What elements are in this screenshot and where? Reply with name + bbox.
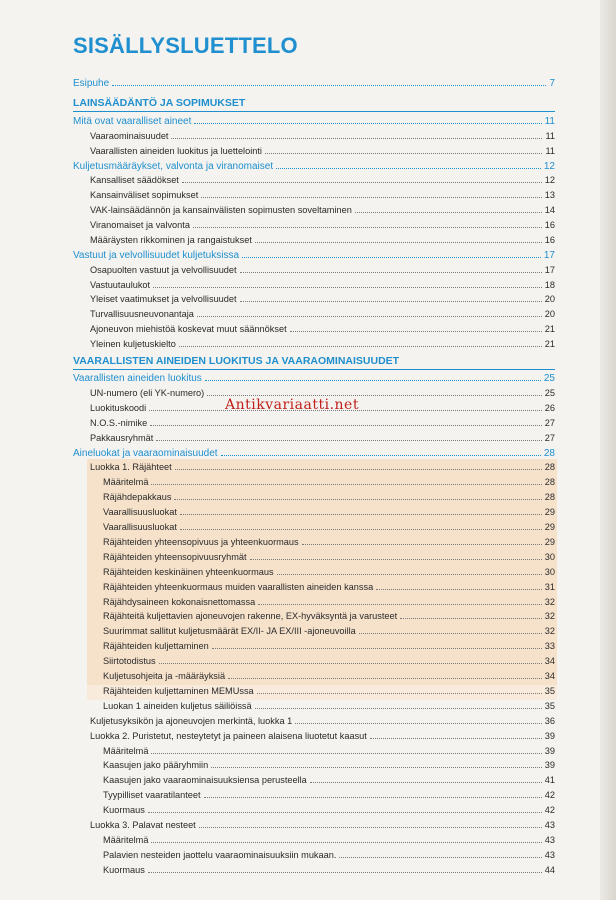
toc-entry-label: Yleinen kuljetuskielto: [90, 339, 176, 350]
toc-entry-label: Tyypilliset vaaratilanteet: [103, 790, 201, 801]
watermark-text: Antikvariaatti.net: [225, 397, 359, 413]
toc-entry-page: 32: [544, 626, 555, 637]
toc-entry-page: 43: [544, 820, 555, 830]
toc-entry: [73, 505, 555, 519]
toc-entry-page: 29: [544, 522, 555, 532]
dot-leader: [151, 475, 541, 485]
toc-entry: [73, 188, 555, 202]
toc-entry-page: 39: [544, 760, 555, 771]
toc-entry-label: Vaaraominaisuudet: [90, 130, 169, 141]
dot-leader: [171, 129, 542, 139]
toc-entry-label: Esipuhe: [73, 78, 110, 89]
toc-entry-page: 26: [544, 402, 555, 413]
dot-leader: [193, 218, 542, 228]
toc-entry: [73, 595, 555, 609]
toc-entry-page: 34: [544, 656, 555, 667]
toc-entry: [73, 129, 555, 143]
toc-entry-label: Kaasujen jako vaaraominaisuuksiensa perusteella: [103, 775, 307, 786]
dot-leader: [207, 386, 542, 396]
dot-leader: [355, 203, 542, 213]
toc-entry-page: 27: [544, 432, 555, 443]
section-heading-rule: [73, 369, 555, 370]
dot-leader: [310, 773, 542, 783]
toc-entry-page: 20: [544, 309, 555, 320]
toc-entry: [73, 848, 555, 862]
toc-entry-page: 21: [544, 339, 555, 350]
toc-entry-page: 43: [544, 834, 555, 845]
toc-entry: [73, 729, 555, 743]
toc-entry: [73, 416, 555, 430]
toc-entry-label: Määritelmä: [103, 745, 149, 756]
dot-leader: [339, 848, 541, 858]
toc-entry-page: 25: [543, 373, 555, 384]
toc-entry-label: Luokan 1 aineiden kuljetus säiliöissä: [103, 700, 252, 711]
toc-entry-label: Luokituskoodi: [90, 402, 147, 413]
toc-entry: [73, 218, 555, 232]
dot-leader: [212, 639, 542, 649]
toc-entry-label: Kansalliset säädökset: [90, 175, 179, 186]
toc-entry-page: 30: [544, 551, 555, 562]
toc-entry-label: Osapuolten vastuut ja velvollisuudet: [90, 264, 237, 275]
toc-entry: [73, 624, 555, 638]
dot-leader: [156, 431, 541, 441]
dot-leader: [153, 278, 542, 288]
toc-entry: [73, 565, 555, 579]
toc-entry: [73, 654, 555, 668]
toc-entry-label: Kuormaus: [103, 864, 145, 875]
toc-entry: [73, 263, 555, 277]
toc-entry-label: Aineluokat ja vaaraominaisuudet: [73, 447, 218, 459]
toc-entry-page: 7: [549, 78, 555, 89]
dot-leader: [277, 565, 542, 575]
toc-entry-page: 20: [544, 294, 555, 305]
toc-entry: [73, 684, 555, 698]
toc-entry: [73, 292, 555, 306]
toc-entry-label: Vaarallisten aineiden luokitus: [73, 373, 202, 384]
toc-entry-label: VAK-lainsäädännön ja kansainvälisten sopimusten soveltaminen: [90, 205, 352, 216]
toc-entry: [73, 248, 555, 262]
toc-entry-page: 39: [544, 745, 555, 756]
toc-entry-page: 11: [545, 145, 555, 156]
toc-entry: [73, 233, 555, 247]
toc-entry-label: Viranomaiset ja valvonta: [90, 220, 190, 231]
dot-leader: [255, 233, 542, 243]
toc-entry: [73, 803, 555, 817]
toc-entry-label: Räjähteiden yhteenkuormaus muiden vaarallisten aineiden kanssa: [103, 581, 374, 592]
toc-entry-label: Vastuutaulukot: [90, 279, 151, 290]
toc-entry-label: Vaarallisuusluokat: [103, 522, 177, 532]
toc-entry-label: Suurimmat sallitut kuljetusmäärät EX/II- JA EX/III -ajoneuvoilla: [103, 626, 356, 637]
dot-leader: [255, 699, 542, 709]
dot-leader: [240, 263, 542, 273]
toc-entry-page: 35: [544, 685, 555, 696]
dot-leader: [201, 188, 542, 198]
toc-entry-label: Yleiset vaatimukset ja velvollisuudet: [90, 294, 237, 305]
toc-entry-page: 18: [544, 279, 555, 290]
toc-entry: [73, 337, 555, 351]
dot-leader: [197, 307, 542, 317]
toc-entry: [73, 371, 555, 385]
toc-entry: [73, 535, 555, 549]
toc-entry-page: 32: [544, 611, 555, 622]
toc-entry-label: Määritelmä: [103, 477, 149, 488]
toc-entry: [73, 278, 555, 292]
toc-entry-label: Räjähteiden kuljettaminen: [103, 641, 209, 652]
toc-entry: [73, 475, 555, 489]
toc-entry-page: 17: [544, 264, 555, 275]
dot-leader: [159, 654, 542, 664]
dot-leader: [276, 159, 541, 169]
toc-entry-label: Räjähteiden kuljettaminen MEMUssa: [103, 685, 254, 696]
book-spine-shadow: [600, 0, 616, 900]
toc-entry-label: Kansainväliset sopimukset: [90, 190, 199, 201]
section-heading-part2: VAARALLISTEN AINEIDEN LUOKITUS JA VAARAOMINAISUUDET: [73, 355, 400, 367]
dot-leader: [205, 371, 541, 381]
dot-leader: [295, 714, 542, 724]
toc-entry-page: 29: [544, 536, 555, 547]
dot-leader: [359, 624, 542, 634]
toc-entry: [73, 788, 555, 802]
toc-entry: [73, 669, 555, 683]
toc-entry-page: 33: [544, 641, 555, 652]
toc-entry-label: Räjähdepakkaus: [103, 492, 172, 503]
toc-entry: [73, 863, 555, 877]
dot-leader: [150, 416, 542, 426]
toc-entry-label: Kuormaus: [103, 805, 145, 816]
toc-entry: [73, 818, 555, 832]
toc-entry: [73, 114, 555, 128]
dot-leader: [376, 580, 542, 590]
toc-entry-page: 32: [544, 596, 555, 607]
toc-entry-page: 44: [544, 864, 555, 875]
toc-entry-label: Räjähteitä kuljettavien ajoneuvojen rakenne, EX-hyväksyntä ja varusteet: [103, 611, 398, 622]
toc-entry: [73, 550, 555, 564]
toc-entry-label: Määräysten rikkominen ja rangaistukset: [90, 234, 252, 245]
toc-entry-page: 11: [544, 116, 555, 127]
dot-leader: [290, 322, 542, 332]
toc-entry-label: Siirtotodistus: [103, 656, 156, 667]
dot-leader: [258, 595, 542, 605]
dot-leader: [112, 76, 546, 86]
dot-leader: [221, 446, 541, 456]
toc-entry: [73, 609, 555, 623]
toc-entry: [73, 773, 555, 787]
toc-entry-label: Vastuut ja velvollisuudet kuljetuksissa: [73, 249, 240, 261]
toc-entry-page: 25: [544, 387, 555, 398]
toc-entry: [73, 431, 555, 445]
toc-entry-label: Kuljetusyksikön ja ajoneuvojen merkintä, luokka 1: [90, 715, 293, 726]
toc-entry-page: 28: [544, 462, 555, 473]
dot-leader: [257, 684, 542, 694]
toc-entry: [73, 446, 555, 460]
toc-entry-label: Luokka 2. Puristetut, nesteytetyt ja paineen alaisena liuotetut kaasut: [90, 730, 367, 741]
toc-entry-label: Palavien nesteiden jaottelu vaaraominaisuuksiin mukaan.: [103, 849, 337, 860]
toc-entry-page: 41: [544, 775, 555, 786]
toc-entry: [73, 159, 555, 173]
dot-leader: [151, 744, 541, 754]
toc-entry: [73, 744, 555, 758]
toc-entry: [73, 520, 555, 534]
toc-entry-page: 11: [545, 130, 555, 141]
toc-entry: [73, 699, 555, 713]
toc-entry-label: UN-numero (eli YK-numero): [90, 387, 205, 398]
toc-entry-label: N.O.S.-nimike: [90, 417, 148, 428]
toc-entry-label: Turvallisuusneuvonantaja: [90, 309, 194, 320]
toc-entry-page: 16: [544, 234, 555, 245]
dot-leader: [204, 788, 542, 798]
toc-entry: [73, 580, 555, 594]
toc-entry-page: 29: [544, 507, 555, 518]
toc-entry: [73, 203, 555, 217]
dot-leader: [179, 337, 542, 347]
toc-entry-label: Ajoneuvon miehistöä koskevat muut säännökset: [90, 324, 287, 335]
toc-entry-page: 13: [544, 190, 555, 201]
toc-entry-page: 28: [544, 477, 555, 488]
dot-leader: [148, 803, 542, 813]
toc-entry-label: Luokka 1. Räjähteet: [90, 462, 172, 473]
dot-leader: [182, 173, 542, 183]
toc-entry: [73, 714, 555, 728]
dot-leader: [265, 144, 543, 154]
toc-entry: [73, 490, 555, 504]
toc-entry: [73, 322, 555, 336]
toc-entry-page: 35: [544, 700, 555, 711]
dot-leader: [180, 505, 542, 515]
dot-leader: [250, 550, 542, 560]
toc-entry-page: 36: [544, 715, 555, 726]
dot-leader: [174, 490, 541, 500]
section-heading-part1: LAINSÄÄDÄNTÖ JA SOPIMUKSET: [73, 97, 246, 109]
toc-entry-page: 21: [544, 324, 555, 335]
dot-leader: [302, 535, 542, 545]
toc-entry-page: 12: [543, 160, 555, 172]
toc-entry-page: 43: [544, 849, 555, 860]
toc-entry-page: 17: [543, 249, 555, 261]
dot-leader: [211, 758, 542, 768]
toc-entry-page: 31: [544, 581, 555, 592]
toc-entry-page: 42: [544, 805, 555, 816]
dot-leader: [175, 460, 542, 470]
toc-entry-page: 28: [543, 447, 555, 459]
toc-entry-page: 30: [544, 566, 555, 577]
toc-entry-page: 39: [544, 730, 555, 741]
dot-leader: [242, 248, 541, 258]
toc-entry-page: 12: [544, 175, 555, 186]
toc-entry-page: 34: [544, 671, 555, 681]
dot-leader: [148, 863, 542, 873]
toc-entry-label: Kuljetusohjeita ja -määräyksiä: [103, 671, 226, 681]
toc-entry-label: Vaarallisten aineiden luokitus ja luettelointi: [90, 145, 262, 156]
dot-leader: [228, 669, 542, 679]
toc-entry-label: Määritelmä: [103, 834, 149, 845]
dot-leader: [240, 292, 542, 302]
toc-entry-page: 42: [544, 790, 555, 801]
toc-entry: [73, 307, 555, 321]
toc-entry-label: Vaarallisuusluokat: [103, 507, 177, 518]
toc-entry: [73, 833, 555, 847]
dot-leader: [194, 114, 541, 124]
toc-entry-preface: [73, 76, 555, 90]
toc-entry: [73, 144, 555, 158]
toc-entry-label: Luokka 3. Palavat nesteet: [90, 820, 196, 830]
toc-entry-label: Pakkausryhmät: [90, 432, 154, 443]
toc-entry-label: Räjähteiden keskinäinen yhteenkuormaus: [103, 566, 274, 577]
page-title: SISÄLLYSLUETTELO: [73, 33, 298, 58]
toc-entry: [73, 639, 555, 653]
toc-entry-page: 27: [544, 417, 555, 428]
toc-entry-label: Kuljetusmääräykset, valvonta ja viranomaiset: [73, 160, 274, 172]
toc-entry-label: Räjähteiden yhteensopivuusryhmät: [103, 551, 247, 562]
toc-entry-label: Räjähdysaineen kokonaisnettomassa: [103, 596, 256, 607]
toc-entry: [73, 173, 555, 187]
toc-entry-label: Räjähteiden yhteensopivuus ja yhteenkuormaus: [103, 536, 299, 547]
toc-entry-page: 16: [544, 220, 555, 231]
toc-entry-label: Mitä ovat vaaralliset aineet: [73, 116, 192, 127]
toc-entry-page: 28: [544, 492, 555, 503]
dot-leader: [400, 609, 542, 619]
toc-entry: [73, 758, 555, 772]
toc-entry-page: 14: [544, 205, 555, 216]
dot-leader: [151, 833, 541, 843]
dot-leader: [180, 520, 542, 530]
section-heading-rule: [73, 111, 555, 112]
dot-leader: [199, 818, 542, 828]
dot-leader: [370, 729, 542, 739]
toc-entry-label: Kaasujen jako pääryhmiin: [103, 760, 209, 771]
toc-entry: [73, 460, 555, 474]
